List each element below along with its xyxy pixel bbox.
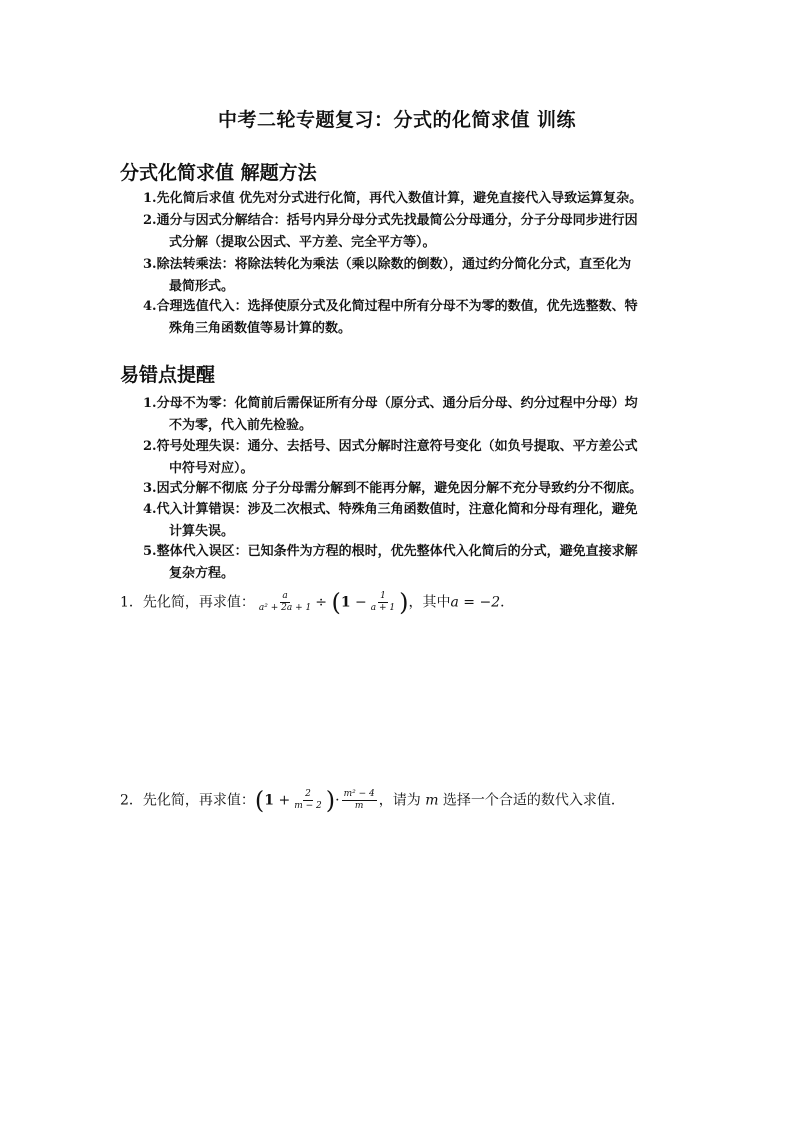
- method-item-text: 通分与因式分解结合：括号内异分母分式先找最简公分母通分，分子分母同步进行因: [156, 213, 638, 228]
- method-item-text: 合理选值代入：选择使原分式及化简过程中所有分母不为零的数值，优先选整数、特: [156, 299, 638, 314]
- question-2-suffix: ，请为: [378, 792, 421, 809]
- fraction-numerator: a: [282, 591, 288, 601]
- error-item-text: 整体代入误区：已知条件为方程的根时，优先整体代入化简后的分式，避免直接求解: [156, 544, 638, 559]
- method-item-number: 2.: [143, 213, 157, 228]
- question-1: [120, 588, 515, 617]
- method-item-text: 先化简后求值 优先对分式进行化简，再代入数值计算，避免直接代入导致运算复杂。: [156, 191, 643, 206]
- method-item-number: 3.: [143, 257, 157, 272]
- fraction-m-squared-minus-4-over-m: [342, 789, 377, 812]
- error-item-continuation: 计算失误。: [169, 524, 235, 539]
- fraction-1-over-a-plus-1: [369, 591, 397, 614]
- fraction-2-over-m-minus-2: [292, 789, 324, 812]
- method-item-3: [143, 254, 688, 298]
- question-2-prefix: 2．先化简，再求值：: [120, 792, 255, 809]
- error-item-continuation: 复杂方程。: [169, 566, 235, 581]
- method-item-number: 4.: [143, 299, 157, 314]
- error-item-continuation: 不为零，代入前先检验。: [169, 418, 313, 433]
- question-1-suffix: ，其中: [408, 594, 451, 611]
- question-1-end: ．: [500, 594, 515, 611]
- error-item-3: [143, 478, 688, 500]
- method-item-number: 1.: [143, 191, 157, 206]
- error-item-text: 符号处理失误：通分、去括号、因式分解时注意符号变化（如负号提取、平方差公式: [156, 439, 638, 454]
- multiply-dot: ·: [335, 792, 340, 809]
- left-paren: (: [254, 786, 265, 815]
- fraction-denominator: m: [354, 801, 364, 811]
- division-sign: ÷: [315, 594, 327, 611]
- fraction-denominator: m − 2: [294, 801, 322, 811]
- error-item-4: [143, 499, 688, 543]
- question-1-prefix: 1．先化简，再求值：: [120, 594, 255, 611]
- error-item-number: 2.: [143, 439, 157, 454]
- error-item-2: [143, 436, 688, 480]
- question-1-condition: a = −2: [450, 594, 501, 611]
- fraction-numerator: 1: [380, 591, 386, 601]
- left-paren: (: [331, 588, 341, 617]
- fraction-denominator: a² + 2a + 1: [258, 603, 312, 613]
- one-term: 1: [340, 594, 351, 611]
- fraction-denominator: a + 1: [370, 603, 396, 613]
- question-2-end: 选择一个合适的数代入求值．: [442, 792, 625, 809]
- error-item-5: [143, 541, 688, 585]
- fraction-a-over-quadratic: [257, 591, 313, 614]
- question-2-variable: m: [425, 792, 439, 809]
- method-item-continuation: 殊角三角函数值等易计算的数。: [169, 321, 352, 336]
- method-item-1: [143, 188, 688, 210]
- right-paren: ): [399, 588, 409, 617]
- error-item-number: 1.: [143, 396, 157, 411]
- methods-heading: 分式化简求值 解题方法: [120, 162, 317, 184]
- error-item-number: 4.: [143, 502, 157, 517]
- error-item-number: 5.: [143, 544, 157, 559]
- plus-sign: +: [278, 792, 291, 809]
- method-item-text: 除法转乘法：将除法转化为乘法（乘以除数的倒数），通过约分简化分式，直至化为: [156, 257, 632, 272]
- error-item-number: 3.: [143, 481, 157, 496]
- question-2: [120, 786, 625, 815]
- error-item-text: 因式分解不彻底 分子分母需分解到不能再分解，避免因分解不充分导致约分不彻底。: [156, 481, 643, 496]
- method-item-2: [143, 210, 688, 254]
- error-item-text: 分母不为零：化简前后需保证所有分母（原分式、通分后分母、约分过程中分母）均: [156, 396, 638, 411]
- minus-sign: −: [355, 594, 367, 611]
- page-title: 中考二轮专题复习：分式的化简求值 训练: [217, 109, 577, 131]
- errors-heading: 易错点提醒: [120, 364, 216, 386]
- fraction-numerator: 2: [305, 789, 311, 799]
- error-item-1: [143, 393, 688, 437]
- error-item-text: 代入计算错误：涉及二次根式、特殊角三角函数值时，注意化简和分母有理化，避免: [156, 502, 638, 517]
- fraction-numerator: m² − 4: [343, 789, 375, 799]
- method-item-continuation: 最简形式。: [169, 279, 235, 294]
- right-paren: ): [325, 786, 336, 815]
- method-item-continuation: 式分解（提取公因式、平方差、完全平方等）。: [169, 235, 436, 250]
- method-item-4: [143, 296, 688, 340]
- error-item-continuation: 中符号对应）。: [169, 461, 254, 476]
- one-term: 1: [264, 792, 275, 809]
